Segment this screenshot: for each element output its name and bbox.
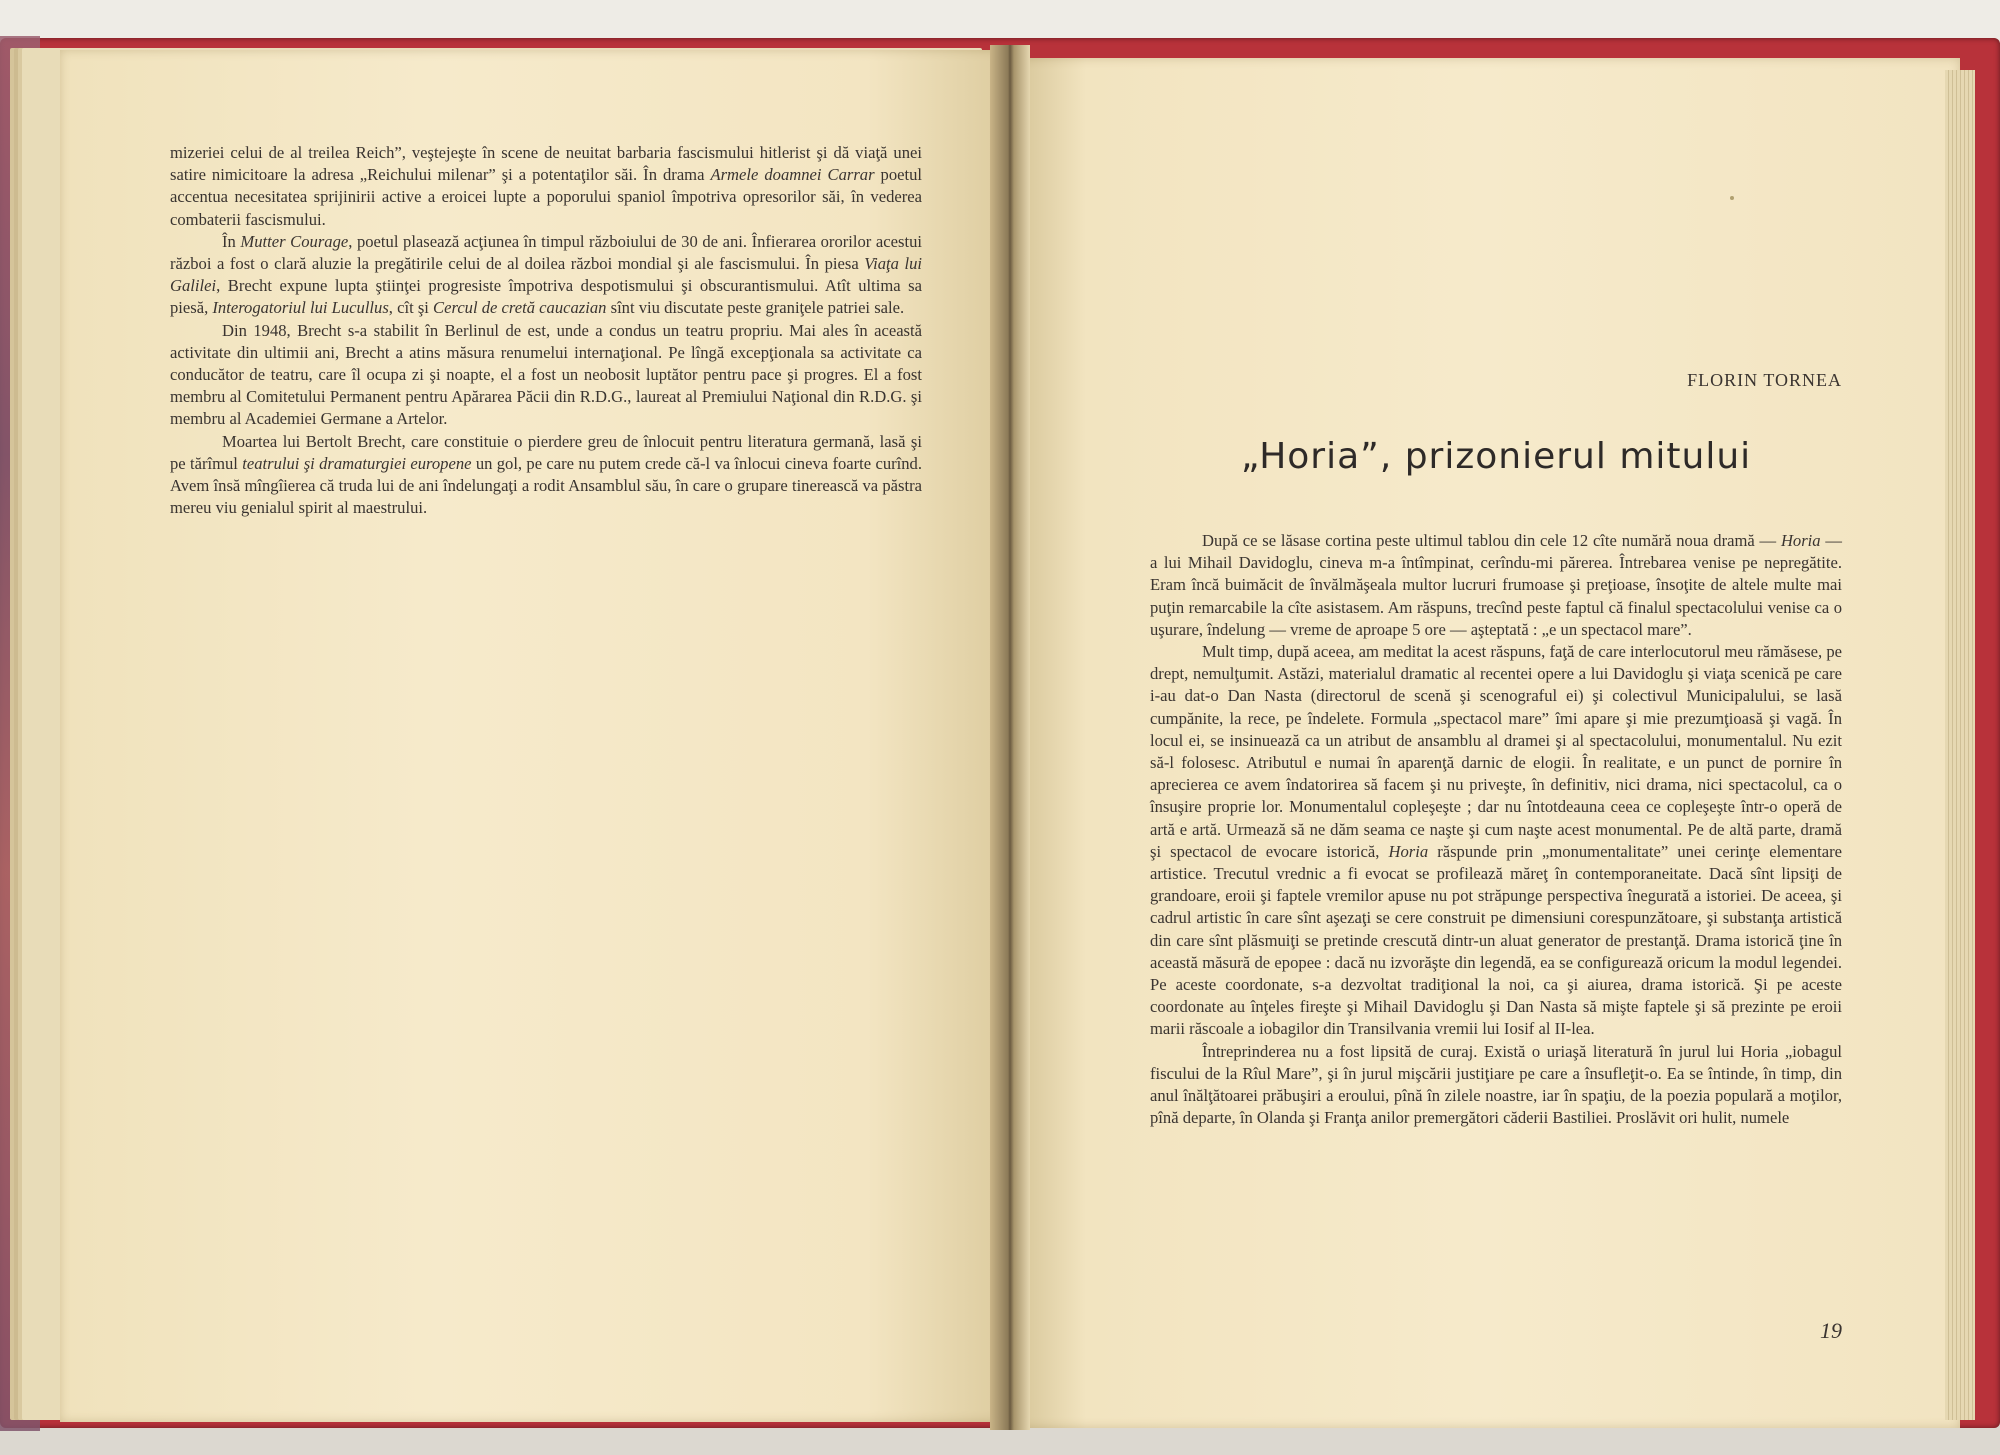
right-page-body-text xyxy=(1150,530,1842,1129)
book-gutter xyxy=(990,45,1030,1430)
paragraph: În Mutter Courage, poetul plasează acţiunea în timpul războiului de 30 de ani. Înfierarea ororilor acestui război a fost o clară aluzie la pregătirile celui de al doilea război mondial şi ale fascismului. În piesa Viaţa lui Galilei, Brecht expune lupta ştiinţei progresiste împotriva despotismului şi obscurantismului. Atît ultima sa piesă, Interogatoriul lui Lucullus, cît şi Cercul de cretă caucazian sînt viu discutate peste graniţele patriei sale. xyxy=(170,231,922,318)
paragraph: Întreprinderea nu a fost lipsită de curaj. Există o uriaşă literatură în jurul lui Horia „iobagul fiscului de la Rîul Mare”, şi în jurul mişcării justiţiare pe care a însufleţit-o. Ea se întinde, în timp, din anul înălţătoarei prăbuşiri a eroului, pînă în zilele noastre, iar în spaţiu, de la poezia populară a moţilor, pînă departe, în Olanda şi Franţa anilor premergători căderii Bastiliei. Proslăvit ori hulit, numele xyxy=(1150,1041,1842,1128)
paper-speck xyxy=(1730,196,1734,200)
paragraph: Din 1948, Brecht s-a stabilit în Berlinul de est, unde a condus un teatru propriu. Mai ales în această activitate din ultimii ani, Brecht a atins măsura renumelui internaţional. Pe lîngă excepţionala sa activitate ca conducător de teatru, care îl ocupa zi şi noapte, el a fost un neobosit luptător pentru pace şi progres. El a fost membru al Comitetului Permanent pentru Apărarea Păcii din R.D.G., laureat al Premiului Naţional din R.D.G. şi membru al Academiei Germane a Artelor. xyxy=(170,320,922,429)
paragraph: Moartea lui Bertolt Brecht, care constituie o pierdere greu de înlocuit pentru literatura germană, lasă şi pe tărîmul teatrului şi dramaturgiei europene un gol, pe care nu putem crede că-l va înlocui cineva foarte curînd. Avem însă mîngîierea că truda lui de ani îndelungaţi a rodit Ansamblul său, în care o grupare tinerească va păstra mereu viu genialul spirit al maestrului. xyxy=(170,431,922,518)
paragraph: mizeriei celui de al treilea Reich”, veştejeşte în scene de neuitat barbaria fascismului hitlerist şi dă viaţă unei satire nimicitoare la adresa „Reichului milenar” şi a potentaţilor săi. În drama Armele doamnei Carrar poetul accentua necesitatea sprijinirii active a eroicei lupte a poporului spaniol împotriva opresorilor săi, în vederea combaterii fascismului. xyxy=(170,143,922,229)
paragraph: După ce se lăsase cortina peste ultimul tablou din cele 12 cîte numără noua dramă — Horia — a lui Mihail Davidoglu, cineva m-a întîmpinat, cerîndu-mi părerea. Întrebarea venise pe nepregătite. Eram încă buimăcit de învălmăşeala multor lucruri frumoase şi preţioase, însoţite de altele multe mai puţin remarcabile la cîte asistasem. Am răspuns, trecînd peste faptul că finalul spectacolului venise ca o uşurare, îndelung — vreme de aproape 5 ore — aşteptată : „e un spectacol mare”. xyxy=(1150,531,1842,639)
left-page-body-text xyxy=(170,142,922,519)
page-number: 19 xyxy=(1820,1318,1842,1343)
right-page-stack xyxy=(1945,70,1975,1420)
paragraph: Mult timp, după aceea, am meditat la acest răspuns, faţă de care interlocutorul meu rămăsese, pe drept, nemulţumit. Astăzi, materialul dramatic al recentei opere a lui Davidoglu şi viaţa scenică pe care i-au dat-o Dan Nasta (directorul de scenă şi scenograful ei) şi colectivul Municipalului, se lasă cumpănite, la rece, pe îndelete. Formula „spectacol mare” îmi apare şi mie prezumţioasă şi vagă. În locul ei, se insinuează ca un atribut de ansamblu al dramei şi al spectacolului, monumentalul. Nu ezit să-l folosesc. Atributul e numai în aparenţă darnic de elogii. În realitate, e un punct de pornire în aprecierea ce avem îndatorirea să facem şi nu priveşte, în definitiv, nici drama, nici spectacolul, ca o însuşire proprie lor. Monumentalul copleşeşte ; dar nu întotdeauna ceea ce copleşeşte într-o operă de artă e artă. Urmează să ne dăm seama ce naşte şi cum naşte acest monumental. Pe de altă parte, dramă şi spectacol de evocare istorică, Horia răspunde prin „monumentalitate” unei cerinţe elementare artistice. Trecutul vrednic a fi evocat se profilează măreţ în contemporaneitate. Dacă sînt lipsiţi de grandoare, eroii şi faptele vremilor apuse nu pot străpunge perspectiva înegurată a istoriei. De aceea, şi cadrul artistic în care sînt aşezaţi se cere construit pe dimensiuni corespunzătoare, şi substanţa artistică din care sînt plăsmuiţi se pretinde crescută dintr-un aluat generator de prestanţă. Drama istorică ţine în această măsură de epopee : dacă nu izvorăşte din legendă, ea se configurează oricum la modul legendei. Pe aceste coordonate, s-a dezvoltat tradiţional la noi, ca şi aiurea, drama istorică. Şi pe aceste coordonate au înţeles fireşte şi Mihail Davidoglu şi Dan Nasta să mişte faptele şi să prezinte pe eroii marii răscoale a iobagilor din Transilvania vremii lui Iosif al II-lea. xyxy=(1150,642,1842,1039)
article-author: FLORIN TORNEA xyxy=(1687,370,1842,390)
article-title: „Horia”, prizonierul mitului xyxy=(1240,436,1752,477)
